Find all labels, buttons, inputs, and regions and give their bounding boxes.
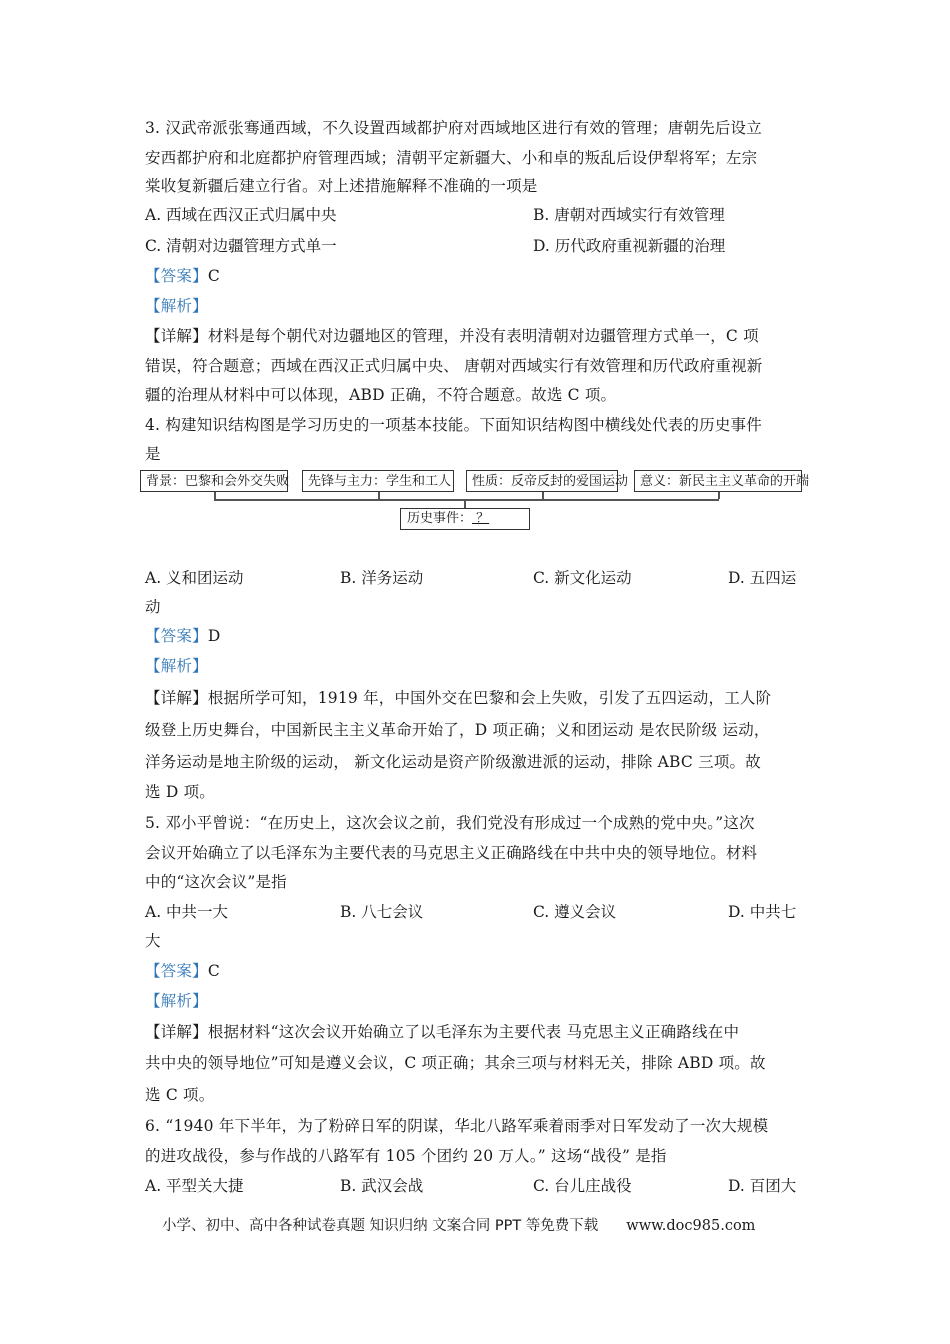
q5-option-c: C. 遵义会议 <box>533 903 617 921</box>
q5-option-wrap: 大 <box>145 932 161 950</box>
q6-option-b: B. 武汉会战 <box>340 1177 424 1195</box>
q4-option-c: C. 新文化运动 <box>533 569 632 587</box>
q4-detail-line-4: 选 D 项。 <box>145 783 215 801</box>
detail-text: 根据材料“这次会议开始确立了以毛泽东为主要代表 马克思主义正确路线在中 <box>207 1023 740 1041</box>
diagram-box-nature: 性质：反帝反封的爱国运动 <box>466 470 618 492</box>
q3-option-b: B. 唐朝对西域实行有效管理 <box>533 206 725 224</box>
q4-stem-line-2: 是 <box>145 445 161 463</box>
q5-detail-line-2: 共中央的领导地位”可知是遵义会议，C 项正确；其余三项与材料无关，排除 ABD 项。故 <box>145 1054 766 1072</box>
diagram-box-background: 背景：巴黎和会外交失败 <box>140 470 288 492</box>
diagram-box-significance: 意义：新民主主义革命的开端 <box>634 470 802 492</box>
q5-analysis-tag: 【解析】 <box>145 992 208 1010</box>
q6-option-c: C. 台儿庄战役 <box>533 1177 632 1195</box>
q6-stem-line-2: 的进攻战役，参与作战的八路军有 105 个团约 20 万人。” 这场“战役” 是指 <box>145 1147 667 1165</box>
q3-detail-line-2: 错误，符合题意；西域在西汉正式归属中央、 唐朝对西域实行有效管理和历代政府重视新 <box>145 357 763 375</box>
q5-option-a: A. 中共一大 <box>145 903 229 921</box>
detail-tag: 【详解】 <box>145 327 208 345</box>
q4-analysis-tag: 【解析】 <box>145 657 208 675</box>
footer-text: 小学、初中、高中各种试卷真题 知识归纳 文案合同 PPT 等免费下载 <box>162 1218 599 1234</box>
detail-tag: 【详解】 <box>145 689 208 707</box>
q6-option-d: D. 百团大 <box>728 1177 797 1195</box>
q3-answer <box>145 266 220 286</box>
q4-option-wrap: 动 <box>145 598 161 616</box>
detail-tag: 【详解】 <box>145 1023 208 1041</box>
q6-option-a: A. 平型关大捷 <box>145 1177 244 1195</box>
q3-stem-line-1: 3. 汉武帝派张骞通西域，不久设置西域都护府对西域地区进行有效的管理；唐朝先后设立 <box>145 119 762 137</box>
q4-detail-line-3: 洋务运动是地主阶级的运动， 新文化运动是资产阶级激进派的运动，排除 ABC 三项。故 <box>145 753 761 771</box>
diagram-box-vanguard: 先锋与主力：学生和工人 <box>302 470 454 492</box>
detail-text: 材料是每个朝代对边疆地区的管理，并没有表明清朝对边疆管理方式单一，C 项 <box>207 327 759 345</box>
connector <box>214 499 719 501</box>
page-footer <box>162 1214 755 1235</box>
event-blank: ？ <box>472 511 490 526</box>
q5-option-d: D. 中共七 <box>728 903 797 921</box>
connector <box>378 492 380 499</box>
q3-option-d: D. 历代政府重视新疆的治理 <box>533 237 726 255</box>
answer-tag: 【答案】 <box>145 962 208 980</box>
event-label: 历史事件： <box>407 511 473 526</box>
footer-url[interactable]: www.doc985.com <box>626 1218 756 1234</box>
answer-tag: 【答案】 <box>145 627 208 645</box>
q3-detail-line-3: 疆的治理从材料中可以体现，ABD 正确，不符合题意。故选 C 项。 <box>145 386 617 404</box>
q5-detail-line-1 <box>145 1022 739 1042</box>
q3-analysis-tag: 【解析】 <box>145 297 208 315</box>
q3-stem-line-2: 安西都护府和北庭都护府管理西域；清朝平定新疆大、小和卓的叛乱后设伊犁将军；左宗 <box>145 149 758 167</box>
connector <box>542 492 544 499</box>
knowledge-structure-diagram <box>140 470 810 532</box>
q4-stem-line-1: 4. 构建知识结构图是学习历史的一项基本技能。下面知识结构图中横线处代表的历史事件 <box>145 416 762 434</box>
q4-option-b: B. 洋务运动 <box>340 569 424 587</box>
connector <box>214 492 216 499</box>
answer-value: C <box>207 267 220 285</box>
q3-stem-line-3: 棠收复新疆后建立行省。对上述措施解释不准确的一项是 <box>145 177 538 195</box>
answer-value: C <box>207 962 220 980</box>
q3-detail-line-1 <box>145 326 759 346</box>
connector <box>464 499 466 508</box>
q4-detail-line-1 <box>145 688 771 708</box>
answer-tag: 【答案】 <box>145 267 208 285</box>
diagram-box-event <box>400 508 530 530</box>
q3-option-c: C. 清朝对边疆管理方式单一 <box>145 237 337 255</box>
q4-option-a: A. 义和团运动 <box>145 569 244 587</box>
q3-option-a: A. 西域在西汉正式归属中央 <box>145 206 337 224</box>
q5-answer <box>145 961 220 981</box>
q4-detail-line-2: 级登上历史舞台，中国新民主主义革命开始了，D 项正确；义和团运动 是农民阶级 运动， <box>145 721 770 739</box>
q4-option-d: D. 五四运 <box>728 569 797 587</box>
q5-stem-line-1: 5. 邓小平曾说：“在历史上，这次会议之前，我们党没有形成过一个成熟的党中央。”这次 <box>145 814 755 832</box>
q4-answer <box>145 626 220 646</box>
connector <box>718 492 720 499</box>
answer-value: D <box>207 627 221 645</box>
q5-stem-line-2: 会议开始确立了以毛泽东为主要代表的马克思主义正确路线在中共中央的领导地位。材料 <box>145 844 758 862</box>
q5-option-b: B. 八七会议 <box>340 903 424 921</box>
detail-text: 根据所学可知，1919 年，中国外交在巴黎和会上失败，引发了五四运动，工人阶 <box>207 689 772 707</box>
q6-stem-line-1: 6. “1940 年下半年，为了粉碎日军的阴谋，华北八路军乘着雨季对日军发动了一次大规模 <box>145 1117 769 1135</box>
q5-detail-line-3: 选 C 项。 <box>145 1086 215 1104</box>
q5-stem-line-3: 中的“这次会议”是指 <box>145 873 287 891</box>
